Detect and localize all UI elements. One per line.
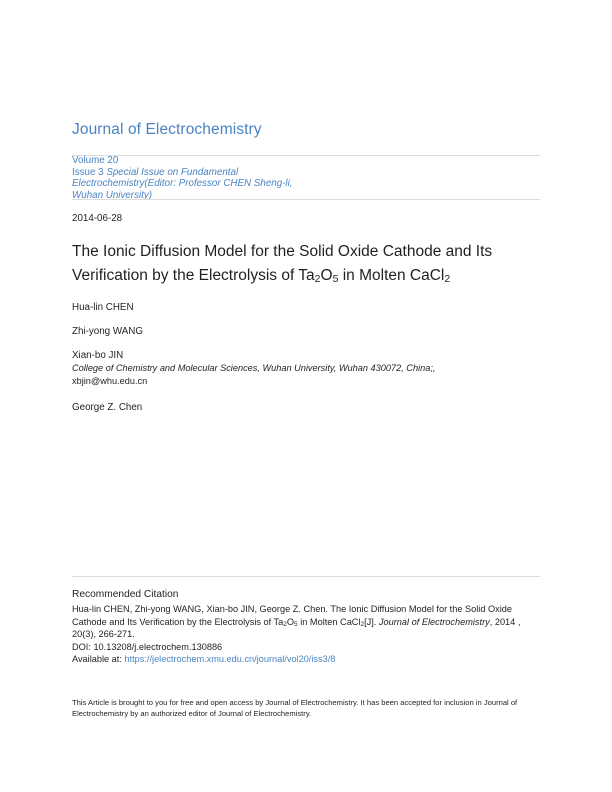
citation-part: Hua-lin CHEN, Zhi-yong WANG, Xian-bo JIN, George Z. Chen. The Ionic Diffusion Model for the Solid Oxide Cathode and Its Verification by the Electrolysis of Ta bbox=[72, 604, 512, 627]
author-affiliation: College of Chemistry and Molecular Sciences, Wuhan University, Wuhan 430072, China;, bbox=[72, 363, 436, 373]
article-title bbox=[72, 240, 542, 288]
journal-title-link[interactable]: Journal of Electrochemistry bbox=[72, 121, 262, 138]
citation-availability bbox=[72, 653, 542, 666]
author-name: George Z. Chen bbox=[72, 402, 143, 413]
citation-text bbox=[72, 603, 542, 666]
title-subscript: 2 bbox=[444, 273, 451, 285]
citation-subscript: 5 bbox=[294, 620, 298, 628]
citation-journal: Journal of Electrochemistry bbox=[378, 616, 490, 627]
title-text: The Ionic Diffusion Model for the Solid Oxide Cathode and Its Verification by the Electrolysis of Ta bbox=[72, 243, 493, 284]
volume-link[interactable]: Volume 20 bbox=[72, 155, 119, 166]
issue-info bbox=[72, 155, 322, 201]
divider bbox=[72, 576, 540, 577]
issue-label: Issue 3 bbox=[72, 166, 104, 178]
citation-part: O bbox=[286, 616, 295, 627]
issue-description: Special Issue on Fundamental Electrochemistry(Editor: Professor CHEN Sheng-li, Wuhan University) bbox=[72, 166, 293, 201]
article-url-link[interactable]: https://jelectrochem.xmu.edu.cn/journal/vol20/iss3/8 bbox=[124, 654, 336, 665]
citation-subscript: 2 bbox=[283, 620, 287, 628]
title-subscript: 2 bbox=[314, 273, 321, 285]
citation-subscript: 2 bbox=[360, 620, 365, 628]
citation-part: [J]. bbox=[364, 616, 379, 627]
available-label: Available at: bbox=[72, 654, 125, 665]
title-text: O bbox=[320, 267, 333, 284]
citation-heading: Recommended Citation bbox=[72, 589, 179, 600]
divider bbox=[72, 199, 540, 200]
issue-link[interactable] bbox=[72, 167, 322, 202]
title-subscript: 5 bbox=[332, 273, 339, 285]
publication-date: 2014-06-28 bbox=[72, 213, 123, 224]
citation-part: , 2014 , 20(3), 266-271. bbox=[72, 616, 521, 640]
footer-notice: This Article is brought to you for free and open access by Journal of Electrochemistry. It has been accepted for inclusion in Journal of Electrochemistry by an authorized editor of Journal of Electrochemistry. bbox=[72, 698, 518, 719]
citation-doi: DOI: 10.13208/j.electrochem.130886 bbox=[72, 641, 223, 652]
citation-part: in Molten CaCl bbox=[297, 616, 361, 627]
author-name: Zhi-yong WANG bbox=[72, 326, 143, 337]
author-name: Hua-lin CHEN bbox=[72, 302, 134, 313]
title-text: in Molten CaCl bbox=[338, 267, 445, 284]
author-email: xbjin@whu.edu.cn bbox=[72, 376, 148, 386]
author-name: Xian-bo JIN bbox=[72, 350, 124, 361]
